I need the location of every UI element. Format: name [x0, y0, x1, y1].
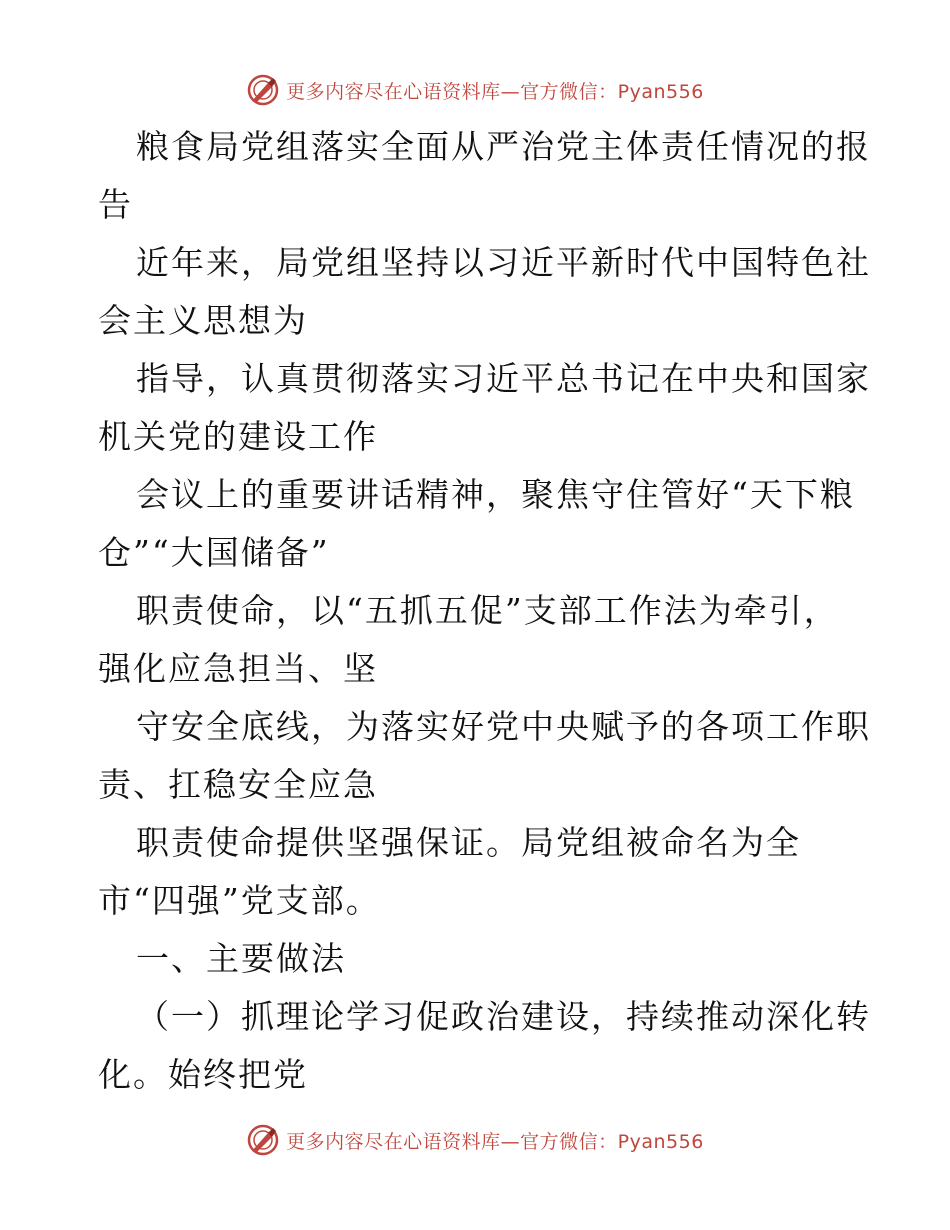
header-banner: [0, 70, 950, 110]
text-line: 会议上的重要讲话精神，聚焦守住管好“天下粮: [136, 475, 855, 514]
text-line: 强化应急担当、坚: [98, 649, 378, 688]
text-line: 市“四强”党支部。: [98, 881, 381, 920]
text-line: 粮食局党组落实全面从严治党主体责任情况的报: [136, 127, 871, 166]
document-body: [98, 118, 871, 1104]
text-line: 告: [98, 185, 133, 224]
text-line: 仓”“大国储备”: [98, 533, 330, 572]
header-banner-text: 更多内容尽在心语资料库—官方微信：Pyan556: [286, 80, 704, 103]
text-line: 会主义思想为: [98, 301, 308, 340]
text-line: 职责使命，以“五抓五促”支部工作法为牵引，: [136, 591, 839, 630]
text-line: 守安全底线，为落实好党中央赋予的各项工作职: [136, 707, 871, 746]
section-heading: 一、主要做法: [136, 939, 346, 978]
text-line: 化。始终把党: [98, 1055, 308, 1094]
pen-logo-icon: [246, 1123, 280, 1157]
text-line: 责、扛稳安全应急: [98, 765, 378, 804]
footer-banner-text: 更多内容尽在心语资料库—官方微信：Pyan556: [286, 1130, 704, 1153]
text-line: （一）抓理论学习促政治建设，持续推动深化转: [136, 997, 871, 1036]
text-line: 指导，认真贯彻落实习近平总书记在中央和国家: [136, 359, 871, 398]
footer-banner: [0, 1120, 950, 1160]
text-line: 近年来，局党组坚持以习近平新时代中国特色社: [136, 243, 871, 282]
pen-logo-icon: [246, 73, 280, 107]
text-line: 职责使命提供坚强保证。局党组被命名为全: [136, 823, 801, 862]
text-line: 机关党的建设工作: [98, 417, 378, 456]
